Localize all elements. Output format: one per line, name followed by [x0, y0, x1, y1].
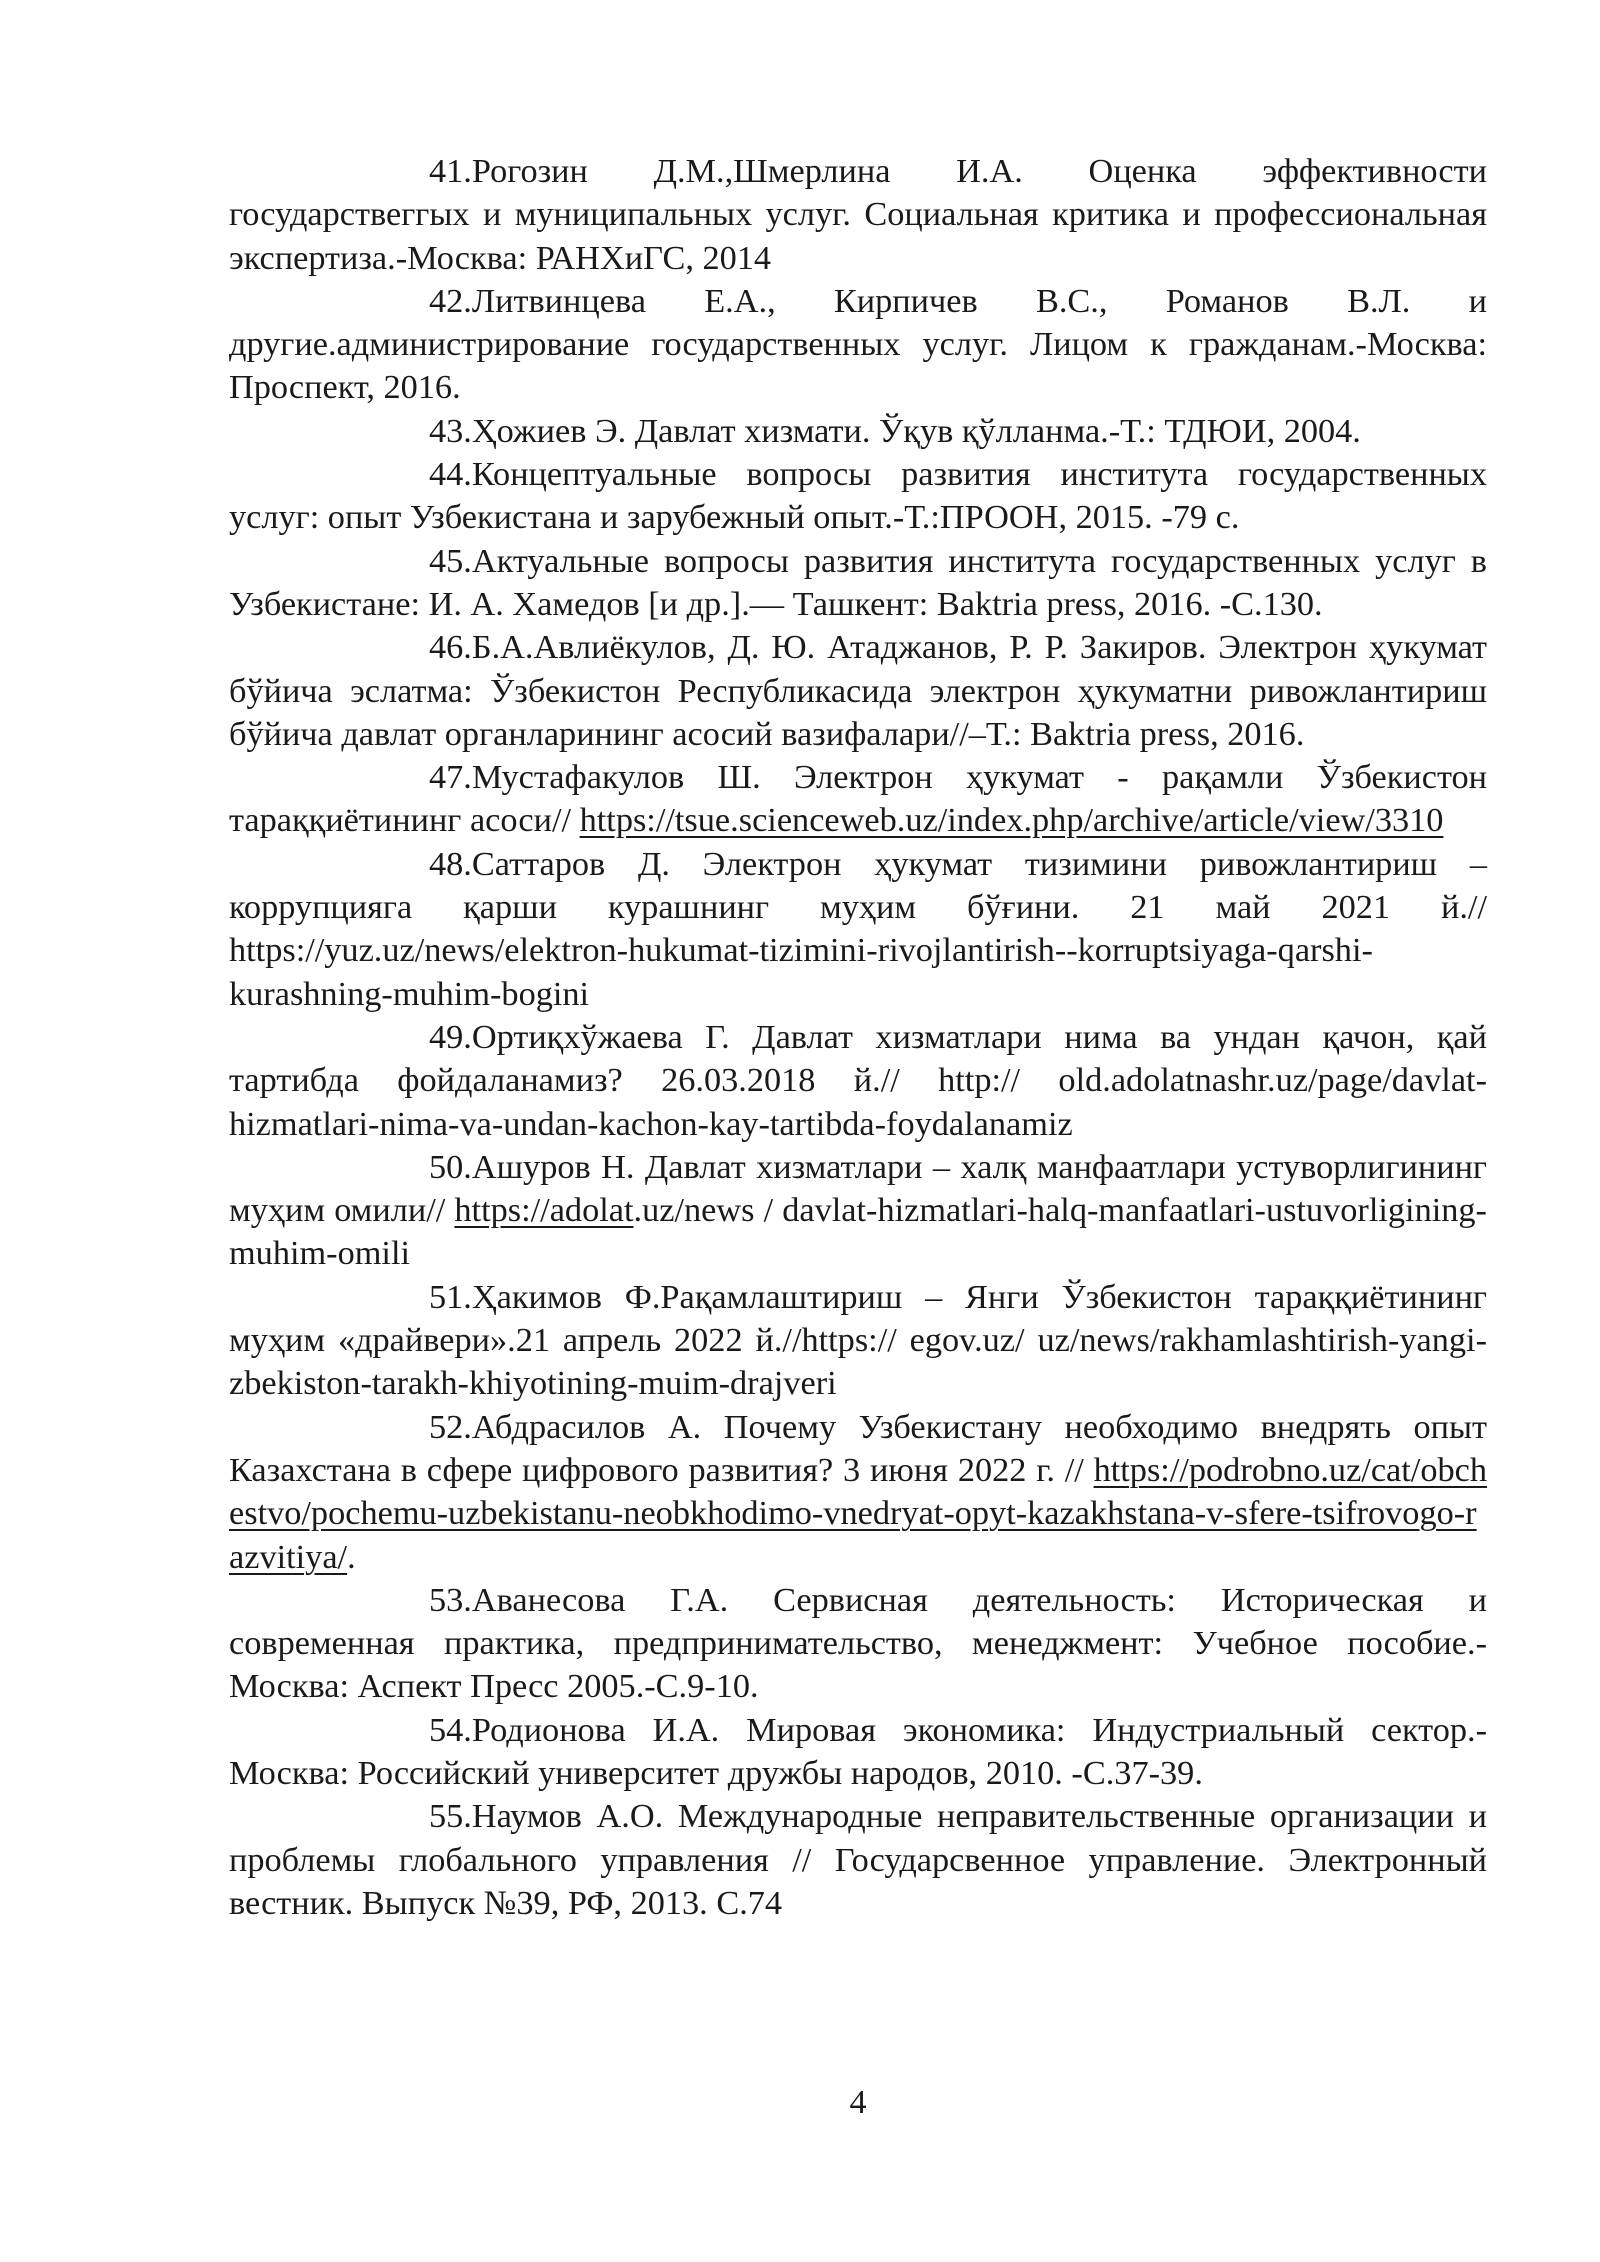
reference-number: 53. [429, 1580, 472, 1619]
reference-text: Ортиқхўжаева Г. Давлат хизматлари нима ва ундан қачон, қай тартибда фойдаланамиз? 26.03.2018 й.// http:// old.adolatnashr.uz/page/davlat-hizmatlari-nima-va-undan-kachon-kay-tartibda-foydalanamiz [229, 1017, 1487, 1143]
reference-entry [229, 540, 1487, 627]
reference-number: 48. [429, 844, 472, 883]
reference-number: 42. [429, 281, 472, 320]
reference-entry [229, 1016, 1487, 1146]
reference-entry [229, 1276, 1487, 1406]
reference-entry [229, 1406, 1487, 1579]
reference-text: Актуальные вопросы развития института государственных услуг в Узбекистане: И. А. Хамедов [и др.].— Ташкент: Baktria press, 2016. -С.130. [229, 541, 1487, 623]
reference-entry [229, 843, 1487, 1016]
reference-entry [229, 626, 1487, 756]
reference-link[interactable]: https://tsue.scienceweb.uz/index.php/archive/article/view/3310 [579, 801, 1444, 840]
reference-link[interactable]: https://adolat [454, 1191, 634, 1230]
reference-text: Ҳакимов Ф.Рақамлаштириш – Янги Ўзбекистон тараққиётининг муҳим «драйвери».21 апрель 2022 й.//https:// egov.uz/ uz/news/rakhamlashtirish-yangi-zbekiston-tarakh-khiyotining-muim-drajveri [229, 1277, 1487, 1403]
reference-number: 47. [429, 758, 472, 797]
reference-number: 54. [429, 1710, 472, 1749]
reference-text: Саттаров Д. Электрон ҳукумат тизимини ривожлантириш – коррупцияга қарши курашнинг муҳим бўғини. 21 май 2021 й.// https://yuz.uz/news/elektron-hukumat-tizimini-rivojlantirish--korruptsiyaga-qarshi-kurashning-muhim-bogini [229, 844, 1487, 1013]
reference-entry [229, 150, 1487, 280]
reference-link[interactable]: https://podrobno.uz/cat/obchestvo/pochemu-uzbekistanu-neobkhodimo-vnedryat-opyt-kazakhstana-v-sfere-tsifrovogo-razvitiya/ [229, 1450, 1487, 1576]
reference-entry [229, 410, 1487, 453]
reference-text: Родионова И.А. Мировая экономика: Индустриальный сектор.-Москва: Российский университет дружбы народов, 2010. -С.37-39. [229, 1710, 1487, 1792]
reference-text: . [347, 1537, 356, 1576]
reference-text: Ҳожиев Э. Давлат хизмати. Ўқув қўлланма.-Т.: ТДЮИ, 2004. [471, 411, 1361, 450]
reference-number: 51. [429, 1277, 472, 1316]
reference-number: 55. [429, 1797, 472, 1836]
reference-text: Литвинцева Е.А., Кирпичев В.С., Романов В.Л. и другие.администрирование государственных услуг. Лицом к гражданам.-Москва: Проспект, 2016. [229, 281, 1487, 407]
reference-entry [229, 1146, 1487, 1276]
reference-number: 52. [429, 1407, 472, 1446]
reference-text: Наумов А.О. Международные неправительственные организации и проблемы глобального управления // Государсвенное управление. Электронный вестник. Выпуск №39, РФ, 2013. С.74 [229, 1797, 1487, 1922]
reference-entry [229, 280, 1487, 410]
reference-text: Абдрасилов А. Почему Узбекистану необходимо внедрять опыт Казахстана в сфере цифрового развития? 3 июня 2022 г. // [229, 1407, 1487, 1489]
reference-number: 43. [429, 411, 472, 450]
reference-text: Мустафакулов Ш. Электрон ҳукумат - рақамли Ўзбекистон тараққиётининг асоси// [229, 758, 1487, 840]
reference-entry [229, 453, 1487, 540]
reference-number: 45. [429, 541, 472, 580]
reference-number: 44. [429, 455, 472, 494]
reference-list [229, 150, 1487, 1925]
reference-number: 49. [429, 1017, 472, 1056]
reference-text: Концептуальные вопросы развития института государственных услуг: опыт Узбекистана и зарубежный опыт.-Т.:ПРООН, 2015. -79 с. [229, 455, 1487, 537]
reference-entry [229, 1795, 1487, 1925]
reference-text: Б.А.Авлиёкулов, Д. Ю. Атаджанов, Р. Р. Закиров. Электрон ҳукумат бўйича эслатма: Ўзбекистон Республикасида электрон ҳукуматни ривожлантириш бўйича давлат органларининг асосий вазифалари//–Т.: Baktria press, 2016. [229, 628, 1487, 753]
reference-number: 41. [429, 152, 472, 190]
reference-text: Рогозин Д.М.,Шмерлина И.А. Оценка эффективности государствеггых и муниципальных услуг. Социальная критика и профессиональная экспертиза.-Москва: РАНХиГС, 2014 [229, 152, 1487, 277]
reference-entry [229, 756, 1487, 843]
reference-number: 46. [429, 628, 472, 667]
reference-text: .uz/news / davlat-hizmatlari-halq-manfaatlari-ustuvorligining-muhim-omili [229, 1191, 1487, 1273]
page-number: 4 [849, 2084, 867, 2121]
reference-entry [229, 1709, 1487, 1796]
reference-entry [229, 1579, 1487, 1709]
reference-text: Ашуров Н. Давлат хизматлари – халқ манфаатлари устуворлигининг муҳим омили// [229, 1147, 1487, 1230]
reference-number: 50. [429, 1147, 472, 1186]
reference-text: Аванесова Г.А. Сервисная деятельность: Историческая и современная практика, предпринимательство, менеджмент: Учебное пособие.-Москва: Аспект Пресс 2005.-С.9-10. [229, 1580, 1487, 1706]
